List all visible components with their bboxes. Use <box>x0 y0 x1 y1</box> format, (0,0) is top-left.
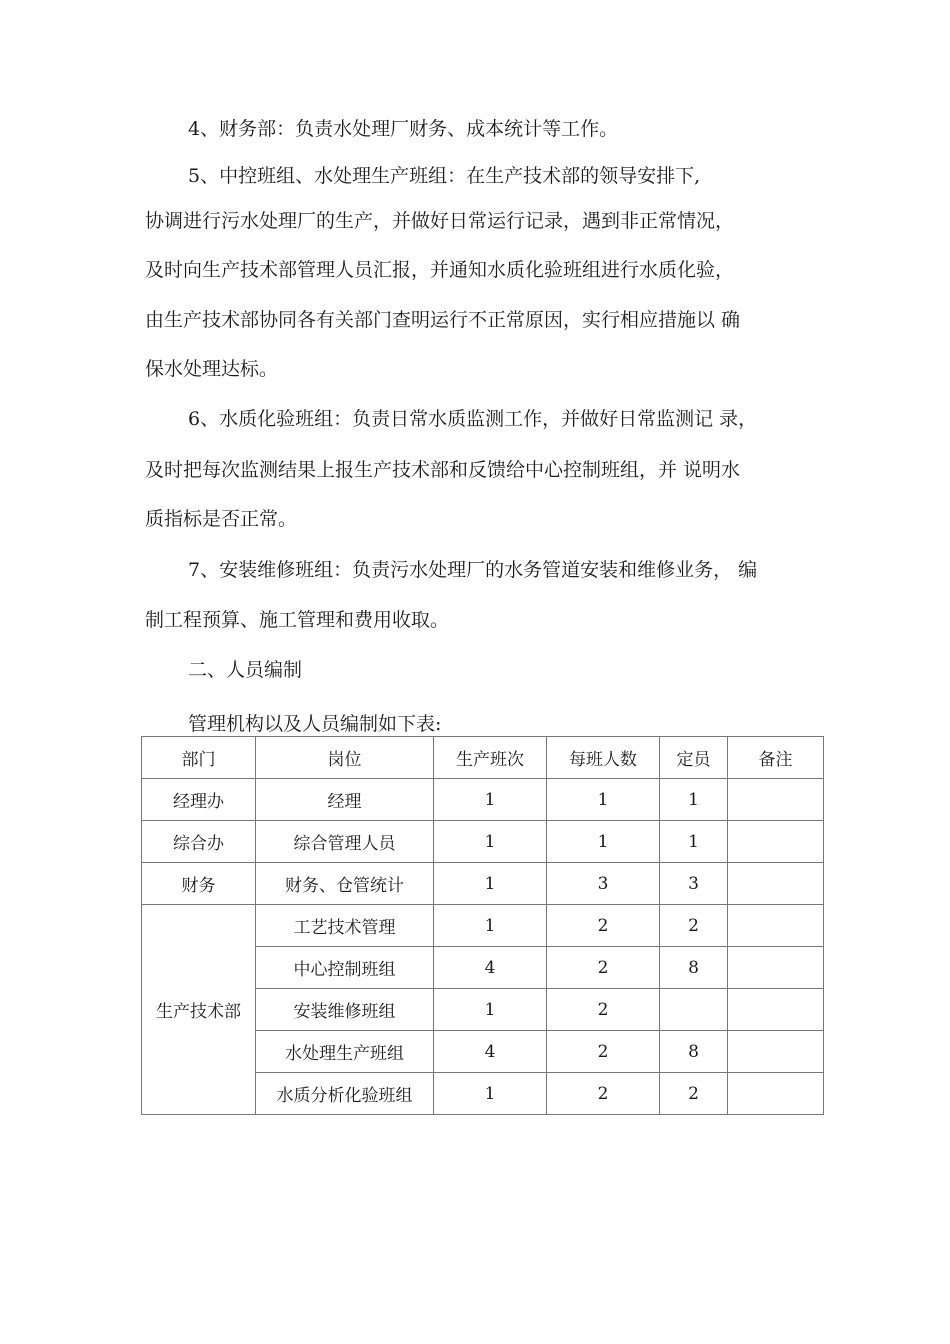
cell-per-shift: 1 <box>547 779 660 821</box>
table-row <box>142 821 824 863</box>
cell-quota: 3 <box>660 863 728 905</box>
cell-quota: 1 <box>660 821 728 863</box>
cell-shifts: 1 <box>434 1073 547 1115</box>
cell-dept: 财务 <box>142 863 256 905</box>
cell-note <box>728 863 824 905</box>
cell-quota <box>660 989 728 1031</box>
cell-dept: 综合办 <box>142 821 256 863</box>
cell-per-shift: 1 <box>547 821 660 863</box>
header-shifts: 生产班次 <box>434 737 547 779</box>
header-per-shift: 每班人数 <box>547 737 660 779</box>
cell-per-shift: 2 <box>547 947 660 989</box>
paragraph-control-line-4: 由生产技术部协同各有关部门查明运行不正常原因，实行相应措施以 确 <box>145 309 741 331</box>
cell-dept-merged: 生产技术部 <box>142 905 256 1115</box>
cell-note <box>728 779 824 821</box>
cell-quota: 2 <box>660 905 728 947</box>
cell-shifts: 1 <box>434 863 547 905</box>
cell-post: 经理 <box>256 779 434 821</box>
cell-shifts: 1 <box>434 989 547 1031</box>
paragraph-control-line-1: 5、中控班组、水处理生产班组：在生产技术部的领导安排下, <box>188 165 701 187</box>
paragraph-finance-dept: 4、财务部：负责水处理厂财务、成本统计等工作。 <box>188 118 619 140</box>
cell-quota: 8 <box>660 947 728 989</box>
cell-shifts: 4 <box>434 947 547 989</box>
cell-post: 综合管理人员 <box>256 821 434 863</box>
cell-shifts: 1 <box>434 905 547 947</box>
cell-quota: 2 <box>660 1073 728 1115</box>
table-row <box>142 779 824 821</box>
header-note: 备注 <box>728 737 824 779</box>
header-dept: 部门 <box>142 737 256 779</box>
cell-post: 财务、仓管统计 <box>256 863 434 905</box>
cell-post: 工艺技术管理 <box>256 905 434 947</box>
table-row <box>142 905 824 947</box>
table-intro: 管理机构以及人员编制如下表: <box>188 713 442 735</box>
table-header-row <box>142 737 824 779</box>
cell-note <box>728 821 824 863</box>
paragraph-lab-line-2: 及时把每次监测结果上报生产技术部和反馈给中心控制班组，并 说明水 <box>145 459 741 481</box>
paragraph-maintenance-line-1: 7、安装维修班组：负责污水处理厂的水务管道安装和维修业务， 编 <box>188 559 758 581</box>
cell-post: 水质分析化验班组 <box>256 1073 434 1115</box>
cell-note <box>728 947 824 989</box>
cell-per-shift: 2 <box>547 1073 660 1115</box>
cell-post: 水处理生产班组 <box>256 1031 434 1073</box>
cell-post: 中心控制班组 <box>256 947 434 989</box>
cell-shifts: 1 <box>434 779 547 821</box>
header-quota: 定员 <box>660 737 728 779</box>
paragraph-lab-line-3: 质指标是否正常。 <box>145 508 298 530</box>
paragraph-lab-line-1: 6、水质化验班组：负责日常水质监测工作，并做好日常监测记 录， <box>188 408 758 430</box>
cell-dept: 经理办 <box>142 779 256 821</box>
paragraph-control-line-5: 保水处理达标。 <box>145 358 279 380</box>
staffing-table <box>141 736 824 1115</box>
cell-post: 安装维修班组 <box>256 989 434 1031</box>
paragraph-control-line-3: 及时向生产技术部管理人员汇报，并通知水质化验班组进行水质化验， <box>145 259 735 281</box>
cell-per-shift: 2 <box>547 905 660 947</box>
cell-shifts: 4 <box>434 1031 547 1073</box>
cell-shifts: 1 <box>434 821 547 863</box>
cell-per-shift: 2 <box>547 989 660 1031</box>
paragraph-maintenance-line-2: 制工程预算、施工管理和费用收取。 <box>145 609 450 631</box>
cell-note <box>728 989 824 1031</box>
cell-note <box>728 905 824 947</box>
table-row <box>142 863 824 905</box>
section-heading: 二、人员编制 <box>188 659 303 681</box>
cell-per-shift: 3 <box>547 863 660 905</box>
cell-note <box>728 1031 824 1073</box>
header-post: 岗位 <box>256 737 434 779</box>
paragraph-control-line-2: 协调进行污水处理厂的生产，并做好日常运行记录，遇到非正常情况， <box>145 210 735 232</box>
cell-note <box>728 1073 824 1115</box>
cell-quota: 1 <box>660 779 728 821</box>
cell-quota: 8 <box>660 1031 728 1073</box>
cell-per-shift: 2 <box>547 1031 660 1073</box>
